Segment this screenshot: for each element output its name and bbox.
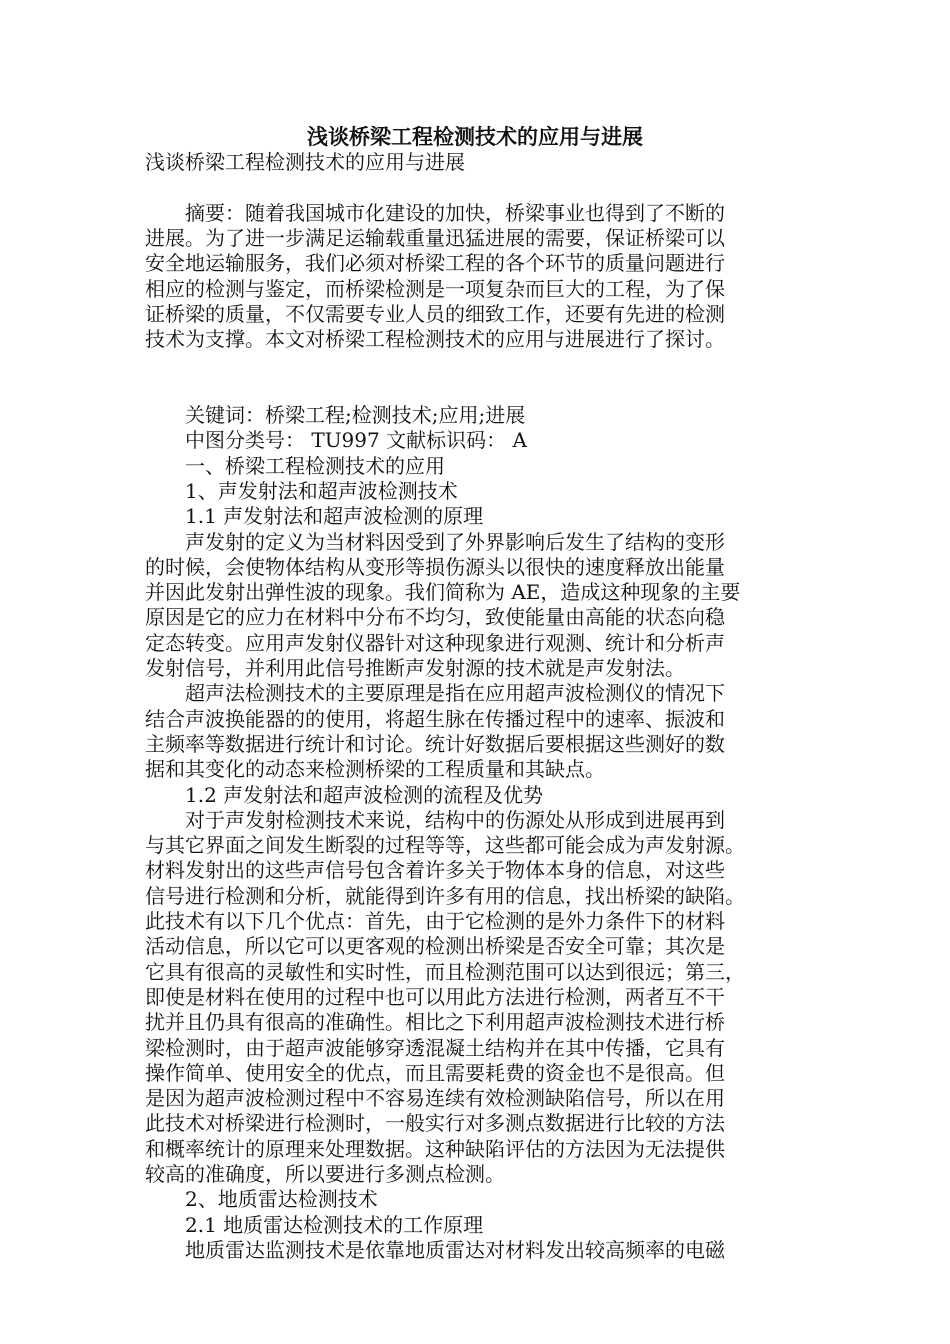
text-line: 定态转变。应用声发射仪器针对这种现象进行观测、统计和分析声 [145, 630, 725, 655]
text-line: 一、桥梁工程检测技术的应用 [145, 453, 445, 478]
text-line: 对于声发射检测技术来说，结构中的伤源处从形成到进展再到 [145, 807, 725, 832]
text-line: 是因为超声波检测过程中不容易连续有效检测缺陷信号，所以在用 [145, 1086, 725, 1111]
text-line: 相应的检测与鉴定，而桥梁检测是一项复杂而巨大的工程，为了保 [145, 276, 725, 301]
text-line: 2.1 地质雷达检测技术的工作原理 [145, 1212, 484, 1237]
text-line: 结合声波换能器的的使用，将超生脉在传播过程中的速率、振波和 [145, 706, 725, 731]
text-line: 操作简单、使用安全的优点，而且需要耗费的资金也不是很高。但 [145, 1060, 725, 1085]
text-line: 它具有很高的灵敏性和实时性，而且检测范围可以达到很远；第三， [145, 959, 745, 984]
text-line: 梁检测时，由于超声波能够穿透混凝土结构并在其中传播，它具有 [145, 1035, 725, 1060]
text-line: 进展。为了进一步满足运输载重量迅猛进展的需要，保证桥梁可以 [145, 225, 725, 250]
text-line: 浅谈桥梁工程检测技术的应用与进展 [145, 150, 465, 174]
text-line: 即使是材料在使用的过程中也可以用此方法进行检测，两者互不干 [145, 984, 725, 1009]
text-line: 证桥梁的质量，不仅需要专业人员的细致工作，还要有先进的检测 [145, 301, 725, 326]
text-line: 此技术对桥梁进行检测时，一般实行对多测点数据进行比较的方法 [145, 1111, 725, 1136]
text-line: 1、声发射法和超声波检测技术 [145, 478, 458, 503]
text-line: 声发射的定义为当材料因受到了外界影响后发生了结构的变形 [145, 529, 725, 554]
text-line: 关键词：桥梁工程;检测技术;应用;进展 [145, 403, 526, 427]
text-line: 摘要：随着我国城市化建设的加快，桥梁事业也得到了不断的 [145, 200, 725, 225]
text-line: 活动信息，所以它可以更客观的检测出桥梁是否安全可靠；其次是 [145, 934, 725, 959]
text-line: 1.1 声发射法和超声波检测的原理 [145, 504, 484, 529]
text-line: 扰并且仍具有很高的准确性。相比之下利用超声波检测技术进行桥 [145, 1010, 725, 1035]
text-line: 2、地质雷达检测技术 [145, 1187, 378, 1212]
text-line: 中图分类号： TU997 文献标识码： A [145, 428, 527, 453]
text-line: 并因此发射出弹性波的现象。我们简称为 AE，造成这种现象的主要 [145, 580, 741, 605]
text-line: 据和其变化的动态来检测桥梁的工程质量和其缺点。 [145, 757, 605, 782]
text-line: 超声法检测技术的主要原理是指在应用超声波检测仪的情况下 [145, 681, 725, 706]
text-line: 1.2 声发射法和超声波检测的流程及优势 [145, 782, 544, 807]
text-line: 的时候，会使物体结构从变形等损伤源头以很快的速度释放出能量 [145, 554, 725, 579]
text-line: 技术为支撑。本文对桥梁工程检测技术的应用与进展进行了探讨。 [145, 327, 725, 352]
text-line: 安全地运输服务，我们必须对桥梁工程的各个环节的质量问题进行 [145, 251, 725, 276]
text-line: 材料发射出的这些声信号包含着许多关于物体本身的信息，对这些 [145, 858, 725, 883]
text-line: 主频率等数据进行统计和讨论。统计好数据后要根据这些测好的数 [145, 731, 725, 756]
text-line: 与其它界面之间发生断裂的过程等等，这些都可能会成为声发射源。 [145, 833, 745, 858]
text-line: 原因是它的应力在材料中分布不均匀，致使能量由高能的状态向稳 [145, 605, 725, 630]
text-line: 发射信号，并利用此信号推断声发射源的技术就是声发射法。 [145, 656, 685, 680]
text-line: 地质雷达监测技术是依靠地质雷达对材料发出较高频率的电磁 [145, 1237, 725, 1262]
text-line: 较高的准确度，所以要进行多测点检测。 [145, 1162, 505, 1186]
text-line: 信号进行检测和分析，就能得到许多有用的信息，找出桥梁的缺陷。 [145, 883, 745, 908]
text-line: 和概率统计的原理来处理数据。这种缺陷评估的方法因为无法提供 [145, 1136, 725, 1161]
text-line: 此技术有以下几个优点：首先，由于它检测的是外力条件下的材料 [145, 909, 725, 933]
document-title: 浅谈桥梁工程检测技术的应用与进展 [307, 124, 643, 149]
